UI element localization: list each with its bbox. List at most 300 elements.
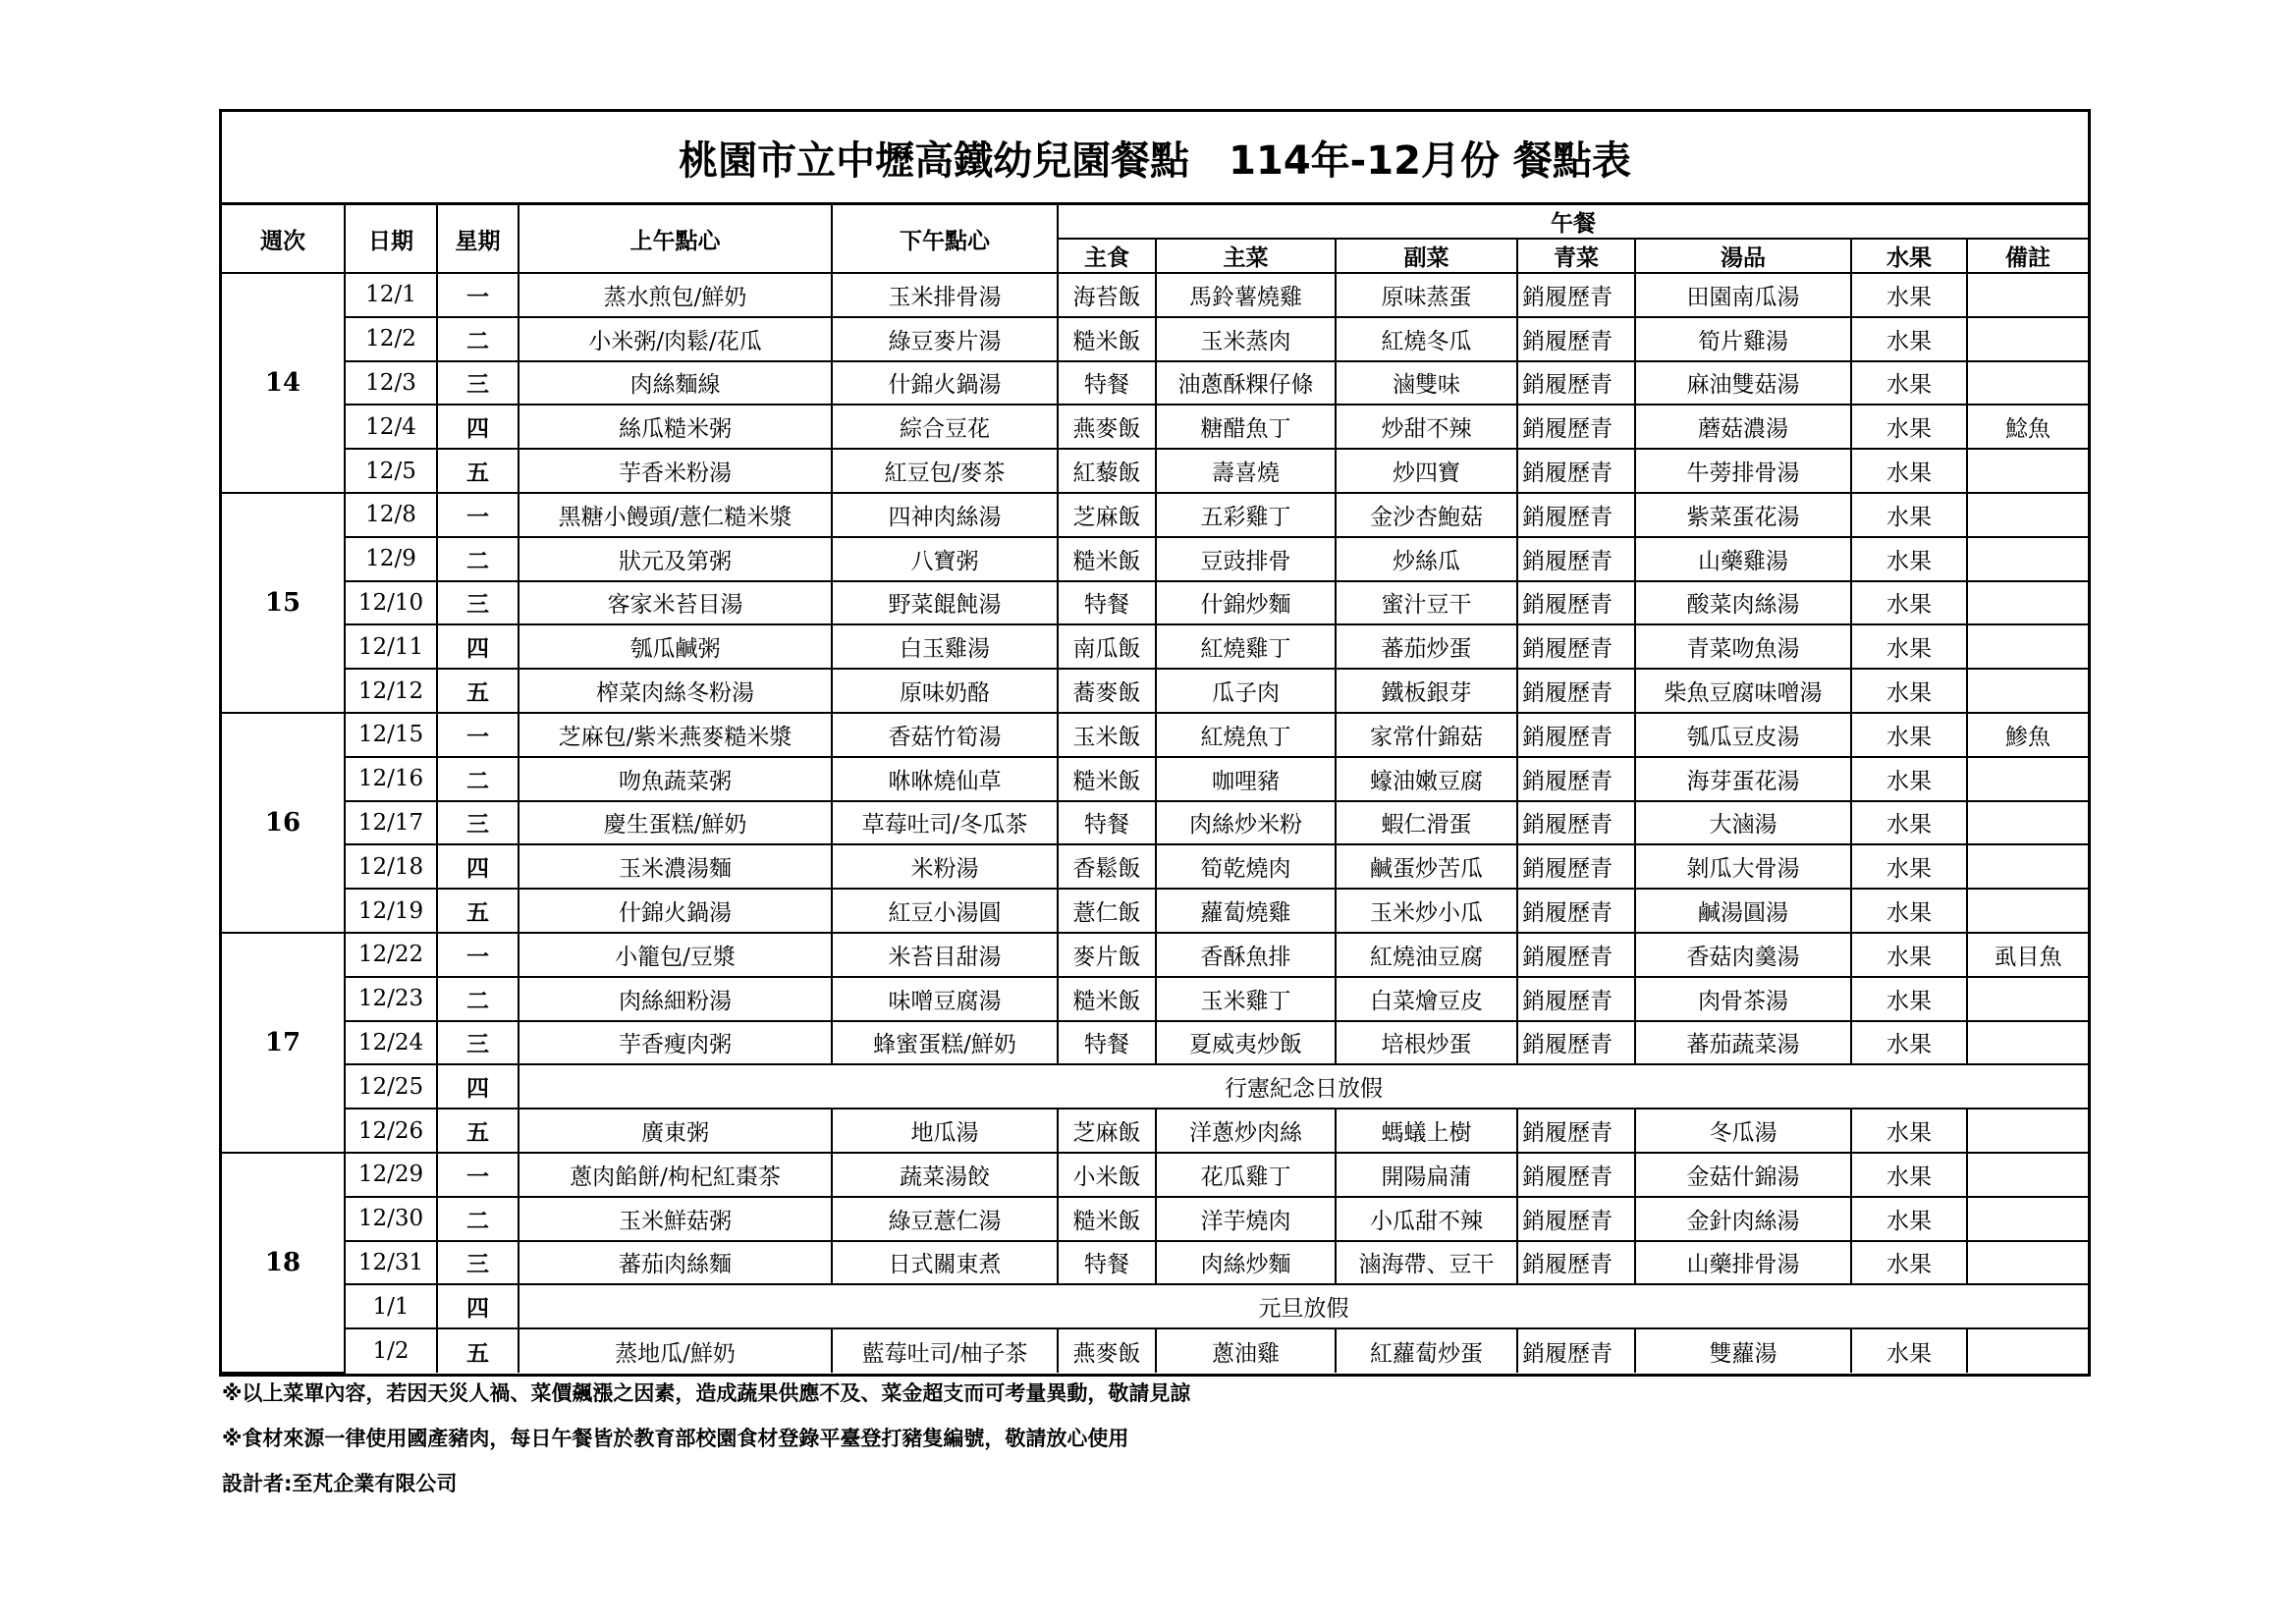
greens-cell: 銷履歷青 bbox=[1517, 493, 1635, 537]
date-cell: 12/4 bbox=[345, 405, 437, 449]
note-cell: 鯰魚 bbox=[1967, 405, 2088, 449]
soup-cell: 金針肉絲湯 bbox=[1635, 1197, 1851, 1241]
table-row bbox=[222, 493, 2088, 537]
note-cell bbox=[1967, 889, 2088, 933]
greens-cell: 銷履歷青 bbox=[1517, 273, 1635, 317]
soup-cell: 酸菜肉絲湯 bbox=[1635, 581, 1851, 625]
am-snack-cell: 慶生蛋糕/鮮奶 bbox=[519, 801, 832, 845]
main-dish-cell: 夏威夷炒飯 bbox=[1156, 1021, 1336, 1065]
greens-cell: 銷履歷青 bbox=[1517, 361, 1635, 406]
am-snack-cell: 芋香米粉湯 bbox=[519, 449, 832, 493]
header-date: 日期 bbox=[345, 205, 437, 273]
greens-cell: 銷履歷青 bbox=[1517, 713, 1635, 757]
pm-snack-cell: 味噌豆腐湯 bbox=[832, 977, 1058, 1021]
side-dish-cell: 原味蒸蛋 bbox=[1336, 273, 1517, 317]
weekday-cell: 五 bbox=[437, 889, 519, 933]
note-cell bbox=[1967, 537, 2088, 581]
date-cell: 12/31 bbox=[345, 1241, 437, 1285]
header-side: 副菜 bbox=[1336, 239, 1517, 273]
week-number-cell: 15 bbox=[222, 493, 345, 713]
fruit-cell: 水果 bbox=[1851, 1153, 1967, 1197]
date-cell: 12/16 bbox=[345, 757, 437, 801]
table-row bbox=[222, 1328, 2088, 1373]
date-cell: 12/29 bbox=[345, 1153, 437, 1197]
weekday-cell: 四 bbox=[437, 405, 519, 449]
am-snack-cell: 小米粥/肉鬆/花瓜 bbox=[519, 317, 832, 361]
table-row bbox=[222, 713, 2088, 757]
table-row bbox=[222, 405, 2088, 449]
staple-cell: 糙米飯 bbox=[1058, 977, 1156, 1021]
side-dish-cell: 白菜燴豆皮 bbox=[1336, 977, 1517, 1021]
fruit-cell: 水果 bbox=[1851, 581, 1967, 625]
fruit-cell: 水果 bbox=[1851, 449, 1967, 493]
date-cell: 12/8 bbox=[345, 493, 437, 537]
table-row bbox=[222, 889, 2088, 933]
header-staple: 主食 bbox=[1058, 239, 1156, 273]
staple-cell: 燕麥飯 bbox=[1058, 1328, 1156, 1373]
date-cell: 12/24 bbox=[345, 1021, 437, 1065]
side-dish-cell: 蕃茄炒蛋 bbox=[1336, 624, 1517, 669]
note-cell bbox=[1967, 493, 2088, 537]
am-snack-cell: 什錦火鍋湯 bbox=[519, 889, 832, 933]
soup-cell: 山藥雞湯 bbox=[1635, 537, 1851, 581]
am-snack-cell: 肉絲細粉湯 bbox=[519, 977, 832, 1021]
table-row bbox=[222, 273, 2088, 317]
header-greens: 青菜 bbox=[1517, 239, 1635, 273]
staple-cell: 燕麥飯 bbox=[1058, 405, 1156, 449]
fruit-cell: 水果 bbox=[1851, 361, 1967, 406]
main-dish-cell: 蘿蔔燒雞 bbox=[1156, 889, 1336, 933]
header-pm-snack: 下午點心 bbox=[832, 205, 1058, 273]
weekday-cell: 二 bbox=[437, 757, 519, 801]
pm-snack-cell: 八寶粥 bbox=[832, 537, 1058, 581]
fruit-cell: 水果 bbox=[1851, 624, 1967, 669]
pm-snack-cell: 草莓吐司/冬瓜茶 bbox=[832, 801, 1058, 845]
main-dish-cell: 肉絲炒麵 bbox=[1156, 1241, 1336, 1285]
date-cell: 12/11 bbox=[345, 624, 437, 669]
main-dish-cell: 油蔥酥粿仔條 bbox=[1156, 361, 1336, 406]
header-am-snack: 上午點心 bbox=[519, 205, 832, 273]
date-cell: 12/25 bbox=[345, 1064, 437, 1109]
pm-snack-cell: 咻咻燒仙草 bbox=[832, 757, 1058, 801]
table-row bbox=[222, 361, 2088, 406]
header-fruit: 水果 bbox=[1851, 239, 1967, 273]
menu-sheet bbox=[219, 109, 2091, 1377]
note-cell bbox=[1967, 624, 2088, 669]
table-row bbox=[222, 977, 2088, 1021]
note-cell bbox=[1967, 1109, 2088, 1153]
fruit-cell: 水果 bbox=[1851, 933, 1967, 977]
week-number-cell: 17 bbox=[222, 933, 345, 1153]
am-snack-cell: 客家米苔目湯 bbox=[519, 581, 832, 625]
am-snack-cell: 蔥肉餡餅/枸杞紅棗茶 bbox=[519, 1153, 832, 1197]
note-cell: 虱目魚 bbox=[1967, 933, 2088, 977]
am-snack-cell: 狀元及第粥 bbox=[519, 537, 832, 581]
side-dish-cell: 滷海帶、豆干 bbox=[1336, 1241, 1517, 1285]
staple-cell: 蕎麥飯 bbox=[1058, 669, 1156, 713]
fruit-cell: 水果 bbox=[1851, 405, 1967, 449]
staple-cell: 小米飯 bbox=[1058, 1153, 1156, 1197]
pm-snack-cell: 米粉湯 bbox=[832, 844, 1058, 889]
side-dish-cell: 開陽扁蒲 bbox=[1336, 1153, 1517, 1197]
note-cell bbox=[1967, 801, 2088, 845]
side-dish-cell: 金沙杏鮑菇 bbox=[1336, 493, 1517, 537]
note-cell bbox=[1967, 449, 2088, 493]
side-dish-cell: 蝦仁滑蛋 bbox=[1336, 801, 1517, 845]
date-cell: 12/18 bbox=[345, 844, 437, 889]
weekday-cell: 五 bbox=[437, 669, 519, 713]
fruit-cell: 水果 bbox=[1851, 713, 1967, 757]
side-dish-cell: 炒四寶 bbox=[1336, 449, 1517, 493]
fruit-cell: 水果 bbox=[1851, 537, 1967, 581]
table-row bbox=[222, 1109, 2088, 1153]
greens-cell: 銷履歷青 bbox=[1517, 449, 1635, 493]
staple-cell: 紅藜飯 bbox=[1058, 449, 1156, 493]
pm-snack-cell: 香菇竹筍湯 bbox=[832, 713, 1058, 757]
holiday-cell: 行憲紀念日放假 bbox=[519, 1064, 2088, 1109]
note-cell bbox=[1967, 669, 2088, 713]
note-cell bbox=[1967, 581, 2088, 625]
greens-cell: 銷履歷青 bbox=[1517, 1021, 1635, 1065]
greens-cell: 銷履歷青 bbox=[1517, 1241, 1635, 1285]
week-number-cell: 16 bbox=[222, 713, 345, 933]
greens-cell: 銷履歷青 bbox=[1517, 624, 1635, 669]
date-cell: 12/1 bbox=[345, 273, 437, 317]
greens-cell: 銷履歷青 bbox=[1517, 933, 1635, 977]
pm-snack-cell: 四神肉絲湯 bbox=[832, 493, 1058, 537]
soup-cell: 瓠瓜豆皮湯 bbox=[1635, 713, 1851, 757]
weekday-cell: 一 bbox=[437, 713, 519, 757]
note-cell bbox=[1967, 1197, 2088, 1241]
main-dish-cell: 糖醋魚丁 bbox=[1156, 405, 1336, 449]
date-cell: 12/26 bbox=[345, 1109, 437, 1153]
side-dish-cell: 鹹蛋炒苦瓜 bbox=[1336, 844, 1517, 889]
pm-snack-cell: 日式關東煮 bbox=[832, 1241, 1058, 1285]
fruit-cell: 水果 bbox=[1851, 801, 1967, 845]
main-dish-cell: 玉米蒸肉 bbox=[1156, 317, 1336, 361]
am-snack-cell: 肉絲麵線 bbox=[519, 361, 832, 406]
soup-cell: 牛蒡排骨湯 bbox=[1635, 449, 1851, 493]
soup-cell: 青菜吻魚湯 bbox=[1635, 624, 1851, 669]
date-cell: 12/22 bbox=[345, 933, 437, 977]
table-row bbox=[222, 1241, 2088, 1285]
table-row bbox=[222, 1021, 2088, 1065]
greens-cell: 銷履歷青 bbox=[1517, 844, 1635, 889]
note-cell bbox=[1967, 317, 2088, 361]
weekday-cell: 五 bbox=[437, 1109, 519, 1153]
note-cell bbox=[1967, 1153, 2088, 1197]
weekday-cell: 一 bbox=[437, 273, 519, 317]
pm-snack-cell: 綜合豆花 bbox=[832, 405, 1058, 449]
date-cell: 12/2 bbox=[345, 317, 437, 361]
date-cell: 12/19 bbox=[345, 889, 437, 933]
staple-cell: 海苔飯 bbox=[1058, 273, 1156, 317]
side-dish-cell: 家常什錦菇 bbox=[1336, 713, 1517, 757]
staple-cell: 特餐 bbox=[1058, 1241, 1156, 1285]
pm-snack-cell: 藍莓吐司/柚子茶 bbox=[832, 1328, 1058, 1373]
am-snack-cell: 絲瓜糙米粥 bbox=[519, 405, 832, 449]
greens-cell: 銷履歷青 bbox=[1517, 537, 1635, 581]
header-main: 主菜 bbox=[1156, 239, 1336, 273]
table-row bbox=[222, 933, 2088, 977]
date-cell: 12/15 bbox=[345, 713, 437, 757]
weekday-cell: 五 bbox=[437, 449, 519, 493]
main-dish-cell: 肉絲炒米粉 bbox=[1156, 801, 1336, 845]
staple-cell: 玉米飯 bbox=[1058, 713, 1156, 757]
fruit-cell: 水果 bbox=[1851, 317, 1967, 361]
main-dish-cell: 咖哩豬 bbox=[1156, 757, 1336, 801]
date-cell: 1/1 bbox=[345, 1284, 437, 1328]
side-dish-cell: 滷雙味 bbox=[1336, 361, 1517, 406]
weekday-cell: 三 bbox=[437, 801, 519, 845]
weekday-cell: 三 bbox=[437, 361, 519, 406]
greens-cell: 銷履歷青 bbox=[1517, 669, 1635, 713]
fruit-cell: 水果 bbox=[1851, 977, 1967, 1021]
table-row bbox=[222, 537, 2088, 581]
soup-cell: 雙蘿湯 bbox=[1635, 1328, 1851, 1373]
am-snack-cell: 廣東粥 bbox=[519, 1109, 832, 1153]
side-dish-cell: 螞蟻上樹 bbox=[1336, 1109, 1517, 1153]
holiday-cell: 元旦放假 bbox=[519, 1284, 2088, 1328]
note-cell bbox=[1967, 361, 2088, 406]
pm-snack-cell: 什錦火鍋湯 bbox=[832, 361, 1058, 406]
greens-cell: 銷履歷青 bbox=[1517, 1153, 1635, 1197]
page-title: 桃園市立中壢高鐵幼兒園餐點 114年-12月份 餐點表 bbox=[222, 112, 2088, 205]
header-weekday: 星期 bbox=[437, 205, 519, 273]
weekday-cell: 三 bbox=[437, 581, 519, 625]
staple-cell: 糙米飯 bbox=[1058, 537, 1156, 581]
staple-cell: 南瓜飯 bbox=[1058, 624, 1156, 669]
note-cell: 鯵魚 bbox=[1967, 713, 2088, 757]
side-dish-cell: 紅蘿蔔炒蛋 bbox=[1336, 1328, 1517, 1373]
side-dish-cell: 紅燒油豆腐 bbox=[1336, 933, 1517, 977]
table-row bbox=[222, 801, 2088, 845]
pm-snack-cell: 紅豆包/麥茶 bbox=[832, 449, 1058, 493]
pm-snack-cell: 野菜餛飩湯 bbox=[832, 581, 1058, 625]
fruit-cell: 水果 bbox=[1851, 1241, 1967, 1285]
pm-snack-cell: 米苔目甜湯 bbox=[832, 933, 1058, 977]
staple-cell: 特餐 bbox=[1058, 801, 1156, 845]
am-snack-cell: 芋香瘦肉粥 bbox=[519, 1021, 832, 1065]
table-row bbox=[222, 449, 2088, 493]
staple-cell: 糙米飯 bbox=[1058, 1197, 1156, 1241]
soup-cell: 麻油雙菇湯 bbox=[1635, 361, 1851, 406]
date-cell: 12/9 bbox=[345, 537, 437, 581]
header-soup: 湯品 bbox=[1635, 239, 1851, 273]
greens-cell: 銷履歷青 bbox=[1517, 405, 1635, 449]
pm-snack-cell: 紅豆小湯圓 bbox=[832, 889, 1058, 933]
weekday-cell: 一 bbox=[437, 493, 519, 537]
weekday-cell: 二 bbox=[437, 1197, 519, 1241]
main-dish-cell: 洋蔥炒肉絲 bbox=[1156, 1109, 1336, 1153]
table-row bbox=[222, 317, 2088, 361]
greens-cell: 銷履歷青 bbox=[1517, 1197, 1635, 1241]
soup-cell: 大滷湯 bbox=[1635, 801, 1851, 845]
weekday-cell: 三 bbox=[437, 1021, 519, 1065]
main-dish-cell: 瓜子肉 bbox=[1156, 669, 1336, 713]
weekday-cell: 四 bbox=[437, 1064, 519, 1109]
note-line: ※食材來源一律使用國產豬肉，每日午餐皆於教育部校園食材登錄平臺登打豬隻編號，敬請放心使用 bbox=[222, 1427, 1129, 1450]
pm-snack-cell: 白玉雞湯 bbox=[832, 624, 1058, 669]
side-dish-cell: 炒絲瓜 bbox=[1336, 537, 1517, 581]
greens-cell: 銷履歷青 bbox=[1517, 977, 1635, 1021]
am-snack-cell: 小籠包/豆漿 bbox=[519, 933, 832, 977]
date-cell: 12/17 bbox=[345, 801, 437, 845]
pm-snack-cell: 綠豆薏仁湯 bbox=[832, 1197, 1058, 1241]
note-cell bbox=[1967, 844, 2088, 889]
header-note: 備註 bbox=[1967, 239, 2088, 273]
date-cell: 12/12 bbox=[345, 669, 437, 713]
date-cell: 12/30 bbox=[345, 1197, 437, 1241]
am-snack-cell: 芝麻包/紫米燕麥糙米漿 bbox=[519, 713, 832, 757]
main-dish-cell: 豆豉排骨 bbox=[1156, 537, 1336, 581]
pm-snack-cell: 綠豆麥片湯 bbox=[832, 317, 1058, 361]
main-dish-cell: 玉米雞丁 bbox=[1156, 977, 1336, 1021]
weekday-cell: 四 bbox=[437, 844, 519, 889]
side-dish-cell: 小瓜甜不辣 bbox=[1336, 1197, 1517, 1241]
pm-snack-cell: 原味奶酪 bbox=[832, 669, 1058, 713]
fruit-cell: 水果 bbox=[1851, 889, 1967, 933]
note-cell bbox=[1967, 1241, 2088, 1285]
table-row bbox=[222, 1197, 2088, 1241]
fruit-cell: 水果 bbox=[1851, 669, 1967, 713]
staple-cell: 特餐 bbox=[1058, 361, 1156, 406]
main-dish-cell: 壽喜燒 bbox=[1156, 449, 1336, 493]
main-dish-cell: 花瓜雞丁 bbox=[1156, 1153, 1336, 1197]
side-dish-cell: 鐵板銀芽 bbox=[1336, 669, 1517, 713]
greens-cell: 銷履歷青 bbox=[1517, 1328, 1635, 1373]
greens-cell: 銷履歷青 bbox=[1517, 889, 1635, 933]
weekday-cell: 二 bbox=[437, 317, 519, 361]
greens-cell: 銷履歷青 bbox=[1517, 801, 1635, 845]
am-snack-cell: 吻魚蔬菜粥 bbox=[519, 757, 832, 801]
soup-cell: 金菇什錦湯 bbox=[1635, 1153, 1851, 1197]
pm-snack-cell: 地瓜湯 bbox=[832, 1109, 1058, 1153]
soup-cell: 鹹湯圓湯 bbox=[1635, 889, 1851, 933]
table-row bbox=[222, 757, 2088, 801]
staple-cell: 麥片飯 bbox=[1058, 933, 1156, 977]
main-dish-cell: 紅燒雞丁 bbox=[1156, 624, 1336, 669]
fruit-cell: 水果 bbox=[1851, 273, 1967, 317]
soup-cell: 柴魚豆腐味噌湯 bbox=[1635, 669, 1851, 713]
weekday-cell: 四 bbox=[437, 1284, 519, 1328]
fruit-cell: 水果 bbox=[1851, 1328, 1967, 1373]
main-dish-cell: 五彩雞丁 bbox=[1156, 493, 1336, 537]
menu-body bbox=[222, 273, 2088, 1373]
am-snack-cell: 玉米鮮菇粥 bbox=[519, 1197, 832, 1241]
week-number-cell: 18 bbox=[222, 1153, 345, 1373]
date-cell: 12/23 bbox=[345, 977, 437, 1021]
notes bbox=[222, 1379, 2088, 1514]
am-snack-cell: 蒸水煎包/鮮奶 bbox=[519, 273, 832, 317]
main-dish-cell: 蔥油雞 bbox=[1156, 1328, 1336, 1373]
fruit-cell: 水果 bbox=[1851, 1109, 1967, 1153]
pm-snack-cell: 玉米排骨湯 bbox=[832, 273, 1058, 317]
soup-cell: 香菇肉羹湯 bbox=[1635, 933, 1851, 977]
soup-cell: 冬瓜湯 bbox=[1635, 1109, 1851, 1153]
staple-cell: 芝麻飯 bbox=[1058, 1109, 1156, 1153]
soup-cell: 田園南瓜湯 bbox=[1635, 273, 1851, 317]
note-line: ※以上菜單內容，若因天災人禍、菜價飆漲之因素，造成蔬果供應不及、菜金超支而可考量異動，敬請見諒 bbox=[222, 1381, 1191, 1405]
side-dish-cell: 紅燒冬瓜 bbox=[1336, 317, 1517, 361]
fruit-cell: 水果 bbox=[1851, 844, 1967, 889]
staple-cell: 特餐 bbox=[1058, 581, 1156, 625]
note-cell bbox=[1967, 273, 2088, 317]
soup-cell: 海芽蛋花湯 bbox=[1635, 757, 1851, 801]
header-lunch: 午餐 bbox=[1058, 205, 2088, 239]
am-snack-cell: 瓠瓜鹹粥 bbox=[519, 624, 832, 669]
weekday-cell: 三 bbox=[437, 1241, 519, 1285]
table-row bbox=[222, 844, 2088, 889]
designer-line: 設計者:至芃企業有限公司 bbox=[222, 1472, 458, 1495]
soup-cell: 肉骨茶湯 bbox=[1635, 977, 1851, 1021]
fruit-cell: 水果 bbox=[1851, 493, 1967, 537]
weekday-cell: 二 bbox=[437, 537, 519, 581]
fruit-cell: 水果 bbox=[1851, 1021, 1967, 1065]
header-week: 週次 bbox=[222, 205, 345, 273]
table-row bbox=[222, 1153, 2088, 1197]
main-dish-cell: 洋芋燒肉 bbox=[1156, 1197, 1336, 1241]
greens-cell: 銷履歷青 bbox=[1517, 757, 1635, 801]
soup-cell: 蘑菇濃湯 bbox=[1635, 405, 1851, 449]
weekday-cell: 一 bbox=[437, 1153, 519, 1197]
soup-cell: 紫菜蛋花湯 bbox=[1635, 493, 1851, 537]
weekday-cell: 二 bbox=[437, 977, 519, 1021]
weekday-cell: 一 bbox=[437, 933, 519, 977]
main-dish-cell: 什錦炒麵 bbox=[1156, 581, 1336, 625]
pm-snack-cell: 蜂蜜蛋糕/鮮奶 bbox=[832, 1021, 1058, 1065]
am-snack-cell: 玉米濃湯麵 bbox=[519, 844, 832, 889]
staple-cell: 香鬆飯 bbox=[1058, 844, 1156, 889]
main-dish-cell: 紅燒魚丁 bbox=[1156, 713, 1336, 757]
staple-cell: 芝麻飯 bbox=[1058, 493, 1156, 537]
side-dish-cell: 蠔油嫩豆腐 bbox=[1336, 757, 1517, 801]
pm-snack-cell: 蔬菜湯餃 bbox=[832, 1153, 1058, 1197]
soup-cell: 山藥排骨湯 bbox=[1635, 1241, 1851, 1285]
table-row bbox=[222, 581, 2088, 625]
soup-cell: 筍片雞湯 bbox=[1635, 317, 1851, 361]
staple-cell: 糙米飯 bbox=[1058, 317, 1156, 361]
main-dish-cell: 筍乾燒肉 bbox=[1156, 844, 1336, 889]
week-number-cell: 14 bbox=[222, 273, 345, 493]
table-row bbox=[222, 1284, 2088, 1328]
date-cell: 12/10 bbox=[345, 581, 437, 625]
greens-cell: 銷履歷青 bbox=[1517, 581, 1635, 625]
side-dish-cell: 玉米炒小瓜 bbox=[1336, 889, 1517, 933]
am-snack-cell: 蕃茄肉絲麵 bbox=[519, 1241, 832, 1285]
fruit-cell: 水果 bbox=[1851, 757, 1967, 801]
note-cell bbox=[1967, 977, 2088, 1021]
side-dish-cell: 蜜汁豆干 bbox=[1336, 581, 1517, 625]
staple-cell: 薏仁飯 bbox=[1058, 889, 1156, 933]
date-cell: 12/3 bbox=[345, 361, 437, 406]
am-snack-cell: 黑糖小饅頭/薏仁糙米漿 bbox=[519, 493, 832, 537]
am-snack-cell: 蒸地瓜/鮮奶 bbox=[519, 1328, 832, 1373]
table-row bbox=[222, 624, 2088, 669]
main-dish-cell: 香酥魚排 bbox=[1156, 933, 1336, 977]
staple-cell: 糙米飯 bbox=[1058, 757, 1156, 801]
greens-cell: 銷履歷青 bbox=[1517, 317, 1635, 361]
weekday-cell: 四 bbox=[437, 624, 519, 669]
menu-table bbox=[222, 205, 2088, 1374]
am-snack-cell: 榨菜肉絲冬粉湯 bbox=[519, 669, 832, 713]
greens-cell: 銷履歷青 bbox=[1517, 1109, 1635, 1153]
table-row bbox=[222, 1064, 2088, 1109]
date-cell: 12/5 bbox=[345, 449, 437, 493]
note-cell bbox=[1967, 757, 2088, 801]
side-dish-cell: 培根炒蛋 bbox=[1336, 1021, 1517, 1065]
staple-cell: 特餐 bbox=[1058, 1021, 1156, 1065]
